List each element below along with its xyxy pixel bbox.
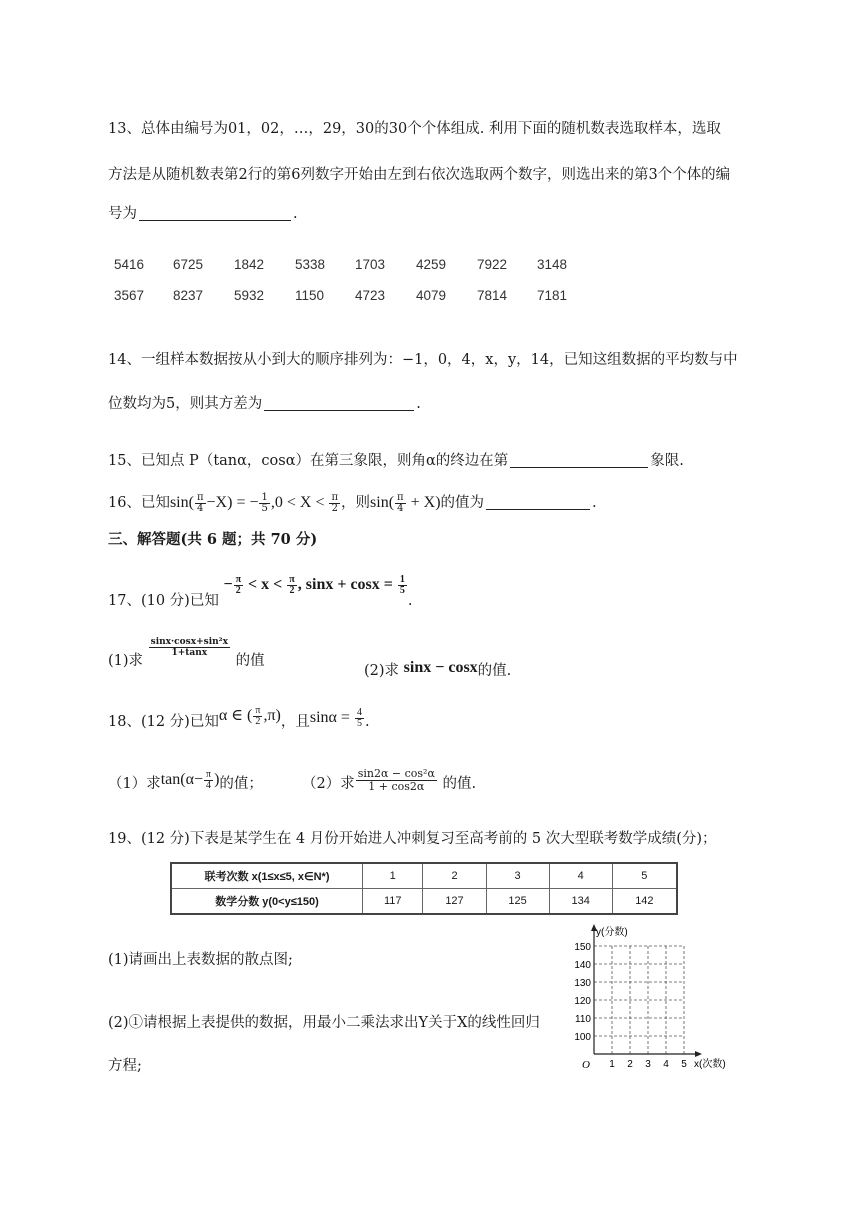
frac-num: π — [289, 573, 295, 585]
q18-part1-suffix: 的值； — [219, 776, 263, 792]
frac-num: π — [255, 704, 261, 716]
q14-line2-prefix: 位数均为5，则其方差为 — [108, 396, 263, 412]
random-number: 1842 — [234, 257, 265, 272]
q18-end: . — [364, 714, 370, 730]
q17-parts — [108, 636, 265, 679]
q16-prefix: 16、已知 — [108, 495, 170, 511]
random-number: 5932 — [234, 288, 265, 303]
frac-den: 5 — [399, 584, 405, 596]
table-cell: 1 — [363, 863, 423, 889]
x-tick-labels — [609, 1059, 687, 1070]
q18-expr-b: ,π) — [263, 707, 281, 724]
frac-den: 2 — [255, 715, 261, 727]
q14-line2-suffix: . — [416, 396, 421, 412]
frac-num: π — [331, 491, 339, 503]
q16-eq: = − — [232, 494, 259, 511]
q16-answer-blank[interactable] — [486, 493, 590, 510]
q17-prefix: 17、(10 分)已知 — [108, 593, 219, 609]
q15-line — [108, 451, 684, 471]
table-cell: 117 — [363, 889, 423, 915]
q17-cond-a: − — [223, 576, 233, 593]
random-number: 3148 — [537, 257, 568, 272]
y-tick-labels — [574, 942, 591, 1043]
q14-line2 — [108, 394, 421, 414]
y-tick-label: 120 — [574, 996, 591, 1007]
table-cell: 2 — [423, 863, 486, 889]
random-number: 4079 — [416, 288, 447, 303]
frac-den: 1+tanx — [171, 647, 208, 658]
x-tick-label: 5 — [681, 1059, 687, 1070]
q18-mid: ，且 — [280, 714, 310, 730]
q14-line1: 14、一组样本数据按从小到大的顺序排列为：−1，0，4，x，y，14，已知这组数据的平均数与中 — [108, 352, 738, 368]
q13-line1: 13、总体由编号为01，02，…，29，30的30个个体组成. 利用下面的随机数表选取样本，选取 — [108, 121, 721, 137]
q16-expr2: sin( — [370, 494, 395, 511]
x-tick-label: 4 — [663, 1059, 669, 1070]
x-axis-label: x(次数) — [694, 1059, 726, 1070]
q19-part2-line1: (2)①请根据上表提供的数据，用最小二乘法求出Y关于X的线性回归 — [108, 1015, 540, 1031]
random-number: 1150 — [295, 288, 325, 303]
q19-part2-line2: 方程; — [108, 1058, 142, 1074]
q16-end: . — [592, 495, 597, 511]
q13-line3 — [108, 204, 298, 224]
q18-part1-expr-a: tan(α− — [160, 771, 204, 788]
q17-part2-prefix: (2)求 — [364, 663, 400, 679]
q13-answer-blank[interactable] — [139, 204, 291, 221]
q19-line1: 19、(12 分)下表是某学生在 4 月份开始进人冲刺复习至高考前的 5 次大型联考数学成绩(分)； — [108, 831, 717, 847]
q16-mid: ，则 — [341, 495, 371, 511]
q17-condition — [223, 570, 407, 600]
frac-num: sinx·cosx+sin²x — [150, 636, 228, 647]
frac-num: 1 — [261, 491, 268, 503]
q16-minus-x: −X) — [206, 494, 233, 511]
q17-frac-15 — [398, 575, 407, 596]
random-number: 8237 — [173, 288, 204, 303]
q17-line — [108, 573, 413, 616]
q18-frac-pi2 — [253, 706, 262, 727]
y-tick-label: 140 — [574, 960, 591, 971]
x-tick-label: 2 — [627, 1059, 633, 1070]
frac-num: 1 — [399, 573, 405, 585]
random-number: 5416 — [114, 257, 145, 272]
random-number: 7181 — [537, 288, 568, 303]
frac-den: 5 — [356, 717, 362, 729]
q14-answer-blank[interactable] — [264, 394, 414, 411]
table-cell: 142 — [612, 889, 677, 915]
random-number: 7922 — [477, 257, 508, 272]
table-cell: 127 — [423, 889, 486, 915]
q16-frac-pi4 — [195, 493, 206, 514]
blank-grid-chart — [556, 922, 746, 1074]
q18-sin — [309, 706, 365, 729]
x-axis-arrow — [695, 1051, 702, 1057]
frac-num: π — [235, 573, 242, 585]
frac-den: 2 — [235, 584, 241, 596]
q16-plus-x: + X) — [406, 494, 441, 511]
q18-part1-expr — [160, 768, 220, 791]
q15-prefix: 15、已知点 P（tanα，cosα）在第三象限，则角α的终边在第 — [108, 453, 509, 469]
q19-part1: (1)请画出上表数据的散点图; — [108, 952, 293, 968]
frac-num: 4 — [356, 706, 362, 718]
y-tick-label: 150 — [574, 942, 591, 953]
q17-part1-prefix: (1)求 — [108, 653, 144, 669]
q17-part2-suffix: 的值. — [477, 663, 512, 679]
y-tick-label: 110 — [575, 1014, 591, 1025]
random-number: 1703 — [355, 257, 386, 272]
q17-cond-c: , sinx + cosx = — [297, 576, 397, 593]
q18-expr-a: α ∈ ( — [218, 707, 253, 724]
frac-num: π — [196, 491, 204, 503]
table-header-cell: 数学分数 y(0<y≤150) — [171, 889, 363, 915]
q17-cond-b: < x < — [244, 576, 287, 593]
q18-frac-pi4 — [204, 770, 213, 791]
y-tick-label: 100 — [574, 1032, 591, 1043]
frac-den: 1 + cos2α — [368, 779, 425, 793]
q17-frac-pi2a — [234, 575, 243, 596]
random-number: 3567 — [114, 288, 145, 303]
origin-label: O — [582, 1059, 590, 1071]
q13-line2: 方法是从随机数表第2行的第6列数字开始由左到右依次选取两个数字，则选出来的第3个个体的编 — [108, 167, 731, 183]
table-cell: 5 — [612, 863, 677, 889]
q15-answer-blank[interactable] — [510, 451, 648, 468]
q13-line3-prefix: 号为 — [108, 206, 137, 222]
table-row — [171, 863, 677, 889]
q16-suffix-text: 的值为 — [440, 495, 485, 511]
q18-prefix: 18、(12 分)已知 — [108, 714, 219, 730]
random-number: 7814 — [477, 288, 508, 303]
q18-expr-c: sinα = — [309, 709, 354, 726]
section-heading: 三、解答题(共 6 题；共 70 分) — [108, 531, 318, 548]
table-row — [171, 889, 677, 915]
frac-den: 4 — [206, 779, 212, 791]
frac-den: 4 — [197, 502, 204, 514]
y-axis-label: y(分数) — [596, 927, 628, 938]
q17-part1-frac — [149, 637, 230, 658]
q15-suffix: 象限. — [650, 453, 684, 469]
q18-expr — [218, 704, 281, 727]
frac-num: π — [397, 491, 404, 503]
frac-den: 4 — [397, 502, 404, 514]
x-tick-label: 1 — [609, 1059, 615, 1070]
q13-line3-suffix: . — [293, 206, 298, 222]
q18-frac-45 — [355, 708, 364, 729]
frac-num: sin2α − cos²α — [357, 766, 435, 780]
table-cell: 125 — [486, 889, 549, 915]
q18-part1-prefix: （1）求 — [108, 776, 161, 792]
q18-part2-suffix: 的值. — [437, 776, 477, 792]
random-number: 4723 — [355, 288, 386, 303]
q18-line — [108, 704, 370, 736]
frac-den: 5 — [261, 502, 268, 514]
table-header-cell: 联考次数 x(1≤x≤5, x∈N*) — [171, 863, 363, 889]
y-tick-label: 130 — [574, 978, 591, 989]
q17-part2 — [364, 661, 511, 681]
random-number: 6725 — [173, 257, 204, 272]
q17-frac-pi2b — [287, 575, 296, 596]
q18-part1 — [108, 768, 263, 800]
q17-part2-expr: sinx − cosx — [403, 659, 478, 676]
table-cell: 3 — [486, 863, 549, 889]
q16-expr1: sin( — [169, 494, 194, 511]
random-number: 5338 — [295, 257, 326, 272]
frac-num: π — [206, 768, 212, 780]
q18-part2-prefix: （2）求 — [302, 776, 355, 792]
q18-part2 — [302, 768, 476, 800]
frac-den: 2 — [331, 502, 338, 514]
frac-den: 2 — [289, 584, 295, 596]
q16-frac-pi2 — [329, 493, 340, 514]
table-cell: 4 — [549, 863, 612, 889]
grid-lines — [594, 946, 684, 1054]
scores-table — [170, 862, 678, 915]
random-number: 4259 — [416, 257, 447, 272]
q18-part1-expr-b: ) — [214, 771, 220, 788]
q17-end: . — [407, 593, 413, 609]
q16-line — [108, 489, 597, 517]
table-cell: 134 — [549, 889, 612, 915]
q17-part1-suffix: 的值 — [235, 653, 265, 669]
x-tick-label: 3 — [645, 1059, 651, 1070]
q16-frac-15 — [259, 493, 269, 514]
q16-cond: ,0 < X < — [270, 494, 329, 511]
q16-frac-pi4b — [395, 493, 406, 514]
q18-part2-frac — [356, 768, 437, 793]
